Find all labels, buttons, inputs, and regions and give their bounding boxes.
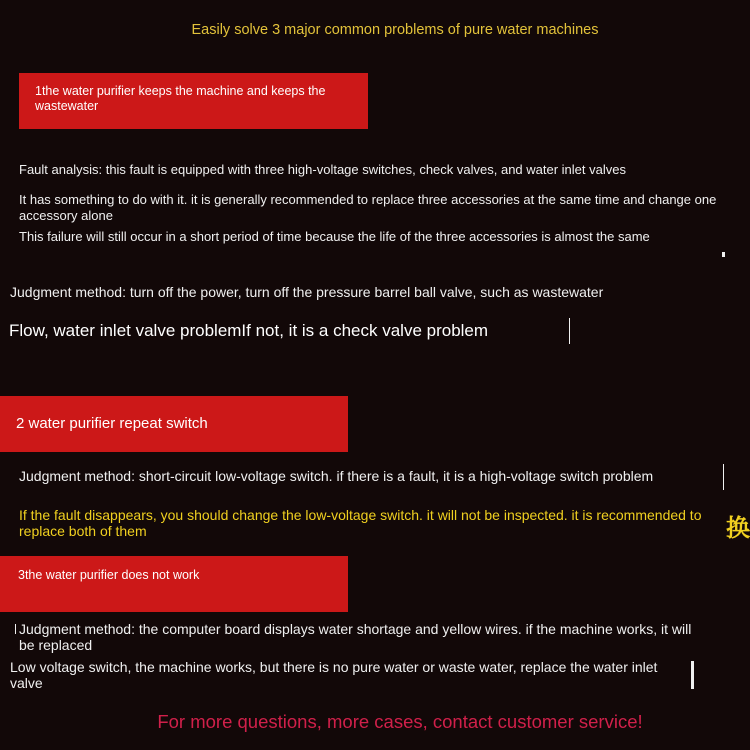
section-1-line-2: It has something to do with it. it is generally recommended to replace three accessories at the same time and change one accessory alone [19, 192, 717, 223]
decorative-mark [691, 661, 694, 689]
text-cursor-mark [723, 464, 724, 490]
section-3-line-2: Low voltage switch, the machine works, but there is no pure water or waste water, replace the water inlet valve [10, 659, 658, 691]
decorative-mark [15, 624, 16, 634]
section-1-header [19, 73, 368, 129]
section-1-judgment: Judgment method: turn off the power, turn off the pressure barrel ball valve, such as wastewater [10, 284, 604, 300]
page-title: Easily solve 3 major common problems of pure water machines [191, 22, 599, 38]
section-3-judgment: Judgment method: the computer board displays water shortage and yellow wires. if the machine works, it will be replaced [19, 621, 692, 653]
section-3-heading: 3the water purifier does not work [18, 568, 200, 582]
section-2-judgment: Judgment method: short-circuit low-voltage switch. if there is a fault, it is a high-voltage switch problem [19, 468, 654, 484]
text-cursor-mark [569, 318, 570, 344]
section-1-line-3: This failure will still occur in a short period of time because the life of the three accessories is almost the same [19, 229, 650, 244]
side-glyph: 换 [726, 515, 750, 542]
section-2-header [0, 396, 348, 452]
footer-contact: For more questions, more cases, contact customer service! [157, 711, 643, 732]
section-2-note: If the fault disappears, you should change the low-voltage switch. it will not be inspected. it is recommended to replace both of them [19, 507, 702, 539]
section-2-heading: 2 water purifier repeat switch [16, 415, 208, 432]
section-3-header [0, 556, 348, 612]
decorative-mark [722, 252, 725, 257]
section-1-flow: Flow, water inlet valve problemIf not, it is a check valve problem [9, 321, 489, 340]
section-1-fault-analysis: Fault analysis: this fault is equipped with three high-voltage switches, check valves, and water inlet valves [19, 162, 626, 177]
section-1-heading: 1the water purifier keeps the machine and keeps the wastewater [35, 84, 326, 113]
